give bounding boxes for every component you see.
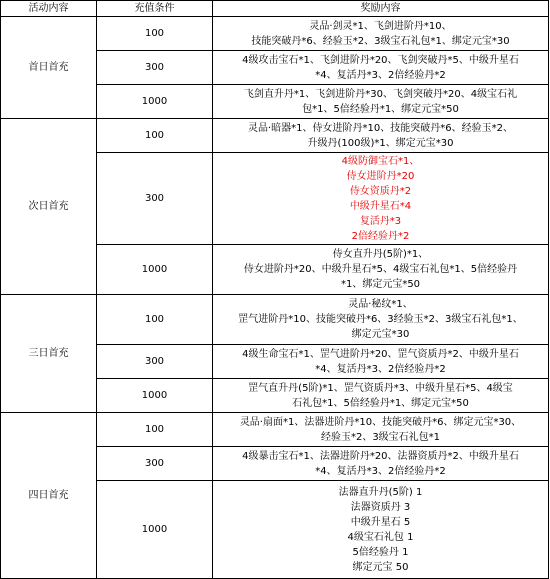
reward-line: 罡气直升丹(5阶)*1、罡气资质丹*3、中级升星石*5、4级宝 [248, 382, 513, 394]
table-body [1, 17, 549, 579]
table-row [1, 119, 549, 153]
reward-content [213, 295, 549, 345]
reward-line: 中级升星石*4 [349, 200, 412, 212]
reward-line: 技能突破丹*6、经验玉*2、3级宝石礼包*1、绑定元宝*30 [251, 35, 510, 47]
reward-line: 4级生命宝石*1、罡气进阶丹*20、罡气资质丹*2、中级升星石 [242, 348, 519, 360]
reward-line: 绑定元宝 50 [352, 561, 409, 573]
reward-line: 绑定元宝*30 [351, 329, 410, 340]
activity-name: 次日首充 [1, 119, 97, 295]
header-condition: 充值条件 [97, 1, 213, 17]
reward-content [213, 413, 549, 447]
reward-content [213, 345, 549, 379]
reward-line: 罡气进阶丹*10、技能突破丹*6、3经验玉*2、3级宝石礼包*1、 [238, 314, 523, 325]
table-row [1, 295, 549, 345]
reward-line: *4、复活丹*3、2倍经验丹*2 [315, 363, 446, 375]
reward-line: *4、复活丹*3、2倍经验丹*2 [315, 69, 446, 81]
recharge-amount: 1000 [97, 85, 213, 119]
recharge-amount: 1000 [97, 379, 213, 413]
recharge-amount: 1000 [97, 481, 213, 579]
reward-line: 法器直升丹(5阶) 1 [338, 486, 423, 498]
header-activity: 活动内容 [1, 1, 97, 17]
recharge-amount: 100 [97, 413, 213, 447]
activity-name: 四日首充 [1, 413, 97, 579]
recharge-amount: 100 [97, 119, 213, 153]
reward-line: 法器资质丹 3 [350, 501, 411, 513]
reward-line: 侍女进阶丹*20 [346, 170, 415, 182]
reward-line: *4、复活丹*3、2倍经验丹*2 [315, 465, 446, 477]
reward-line: 侍女直升丹(5阶)*1、 [332, 249, 429, 260]
reward-line: 侍女资质丹*2 [349, 185, 412, 197]
activity-name: 三日首充 [1, 295, 97, 413]
recharge-amount: 100 [97, 17, 213, 51]
reward-line: 4级防御宝石*1、 [341, 155, 420, 167]
recharge-amount: 300 [97, 51, 213, 85]
recharge-amount: 1000 [97, 245, 213, 295]
reward-line: 包*1、5倍经验丹*1、绑定元宝*50 [302, 103, 459, 115]
reward-line: 升级丹(100级)*1、绑定元宝*30 [307, 137, 454, 149]
recharge-amount: 300 [97, 153, 213, 245]
reward-content [213, 51, 549, 85]
reward-line: 复活丹*3 [359, 215, 402, 227]
reward-line: 4级攻击宝石*1、飞剑进阶丹*20、飞剑突破丹*5、中级升星石 [242, 54, 519, 66]
header-reward: 奖励内容 [213, 1, 549, 17]
reward-content [213, 85, 549, 119]
reward-content [213, 119, 549, 153]
reward-content [213, 481, 549, 579]
reward-line: 石礼包*1、5倍经验丹*1、绑定元宝*50 [292, 397, 469, 409]
reward-line: 4级暴击宝石*1、法器进阶丹*20、法器资质丹*2、中级升星石 [242, 450, 519, 462]
reward-line: 灵品·剑灵*1、飞剑进阶丹*10、 [309, 20, 452, 32]
reward-line: 中级升星石 5 [350, 516, 411, 528]
header-row [1, 1, 549, 17]
table-row [1, 17, 549, 51]
reward-line: 5倍经验丹 1 [352, 546, 409, 558]
reward-line: 侍女进阶丹*20、中级升星石*5、4级宝石礼包*1、5倍经验丹 [243, 264, 518, 275]
reward-line: 2倍经验丹*2 [351, 230, 410, 242]
recharge-amount: 300 [97, 447, 213, 481]
table-row [1, 413, 549, 447]
reward-content [213, 447, 549, 481]
reward-content [213, 245, 549, 295]
reward-line: 灵品·扇面*1、法器进阶丹*10、技能突破丹*6、绑定元宝*30、 [239, 416, 522, 428]
reward-line: 灵品·暗器*1、侍女进阶丹*10、技能突破丹*6、经验玉*2、 [248, 122, 513, 134]
recharge-amount: 300 [97, 345, 213, 379]
reward-content [213, 17, 549, 51]
reward-line: 灵品·秘纹*1、 [348, 299, 413, 310]
activity-name: 首日首充 [1, 17, 97, 119]
reward-line: *1、绑定元宝*50 [340, 279, 421, 290]
recharge-amount: 100 [97, 295, 213, 345]
reward-content [213, 379, 549, 413]
reward-line: 经验玉*2、3级宝石礼包*1 [320, 431, 441, 443]
reward-line: 飞剑直升丹*1、飞剑进阶丹*30、飞剑突破丹*20、4级宝石礼 [243, 88, 518, 100]
reward-content [213, 153, 549, 245]
reward-line: 4级宝石礼包 1 [347, 531, 414, 543]
